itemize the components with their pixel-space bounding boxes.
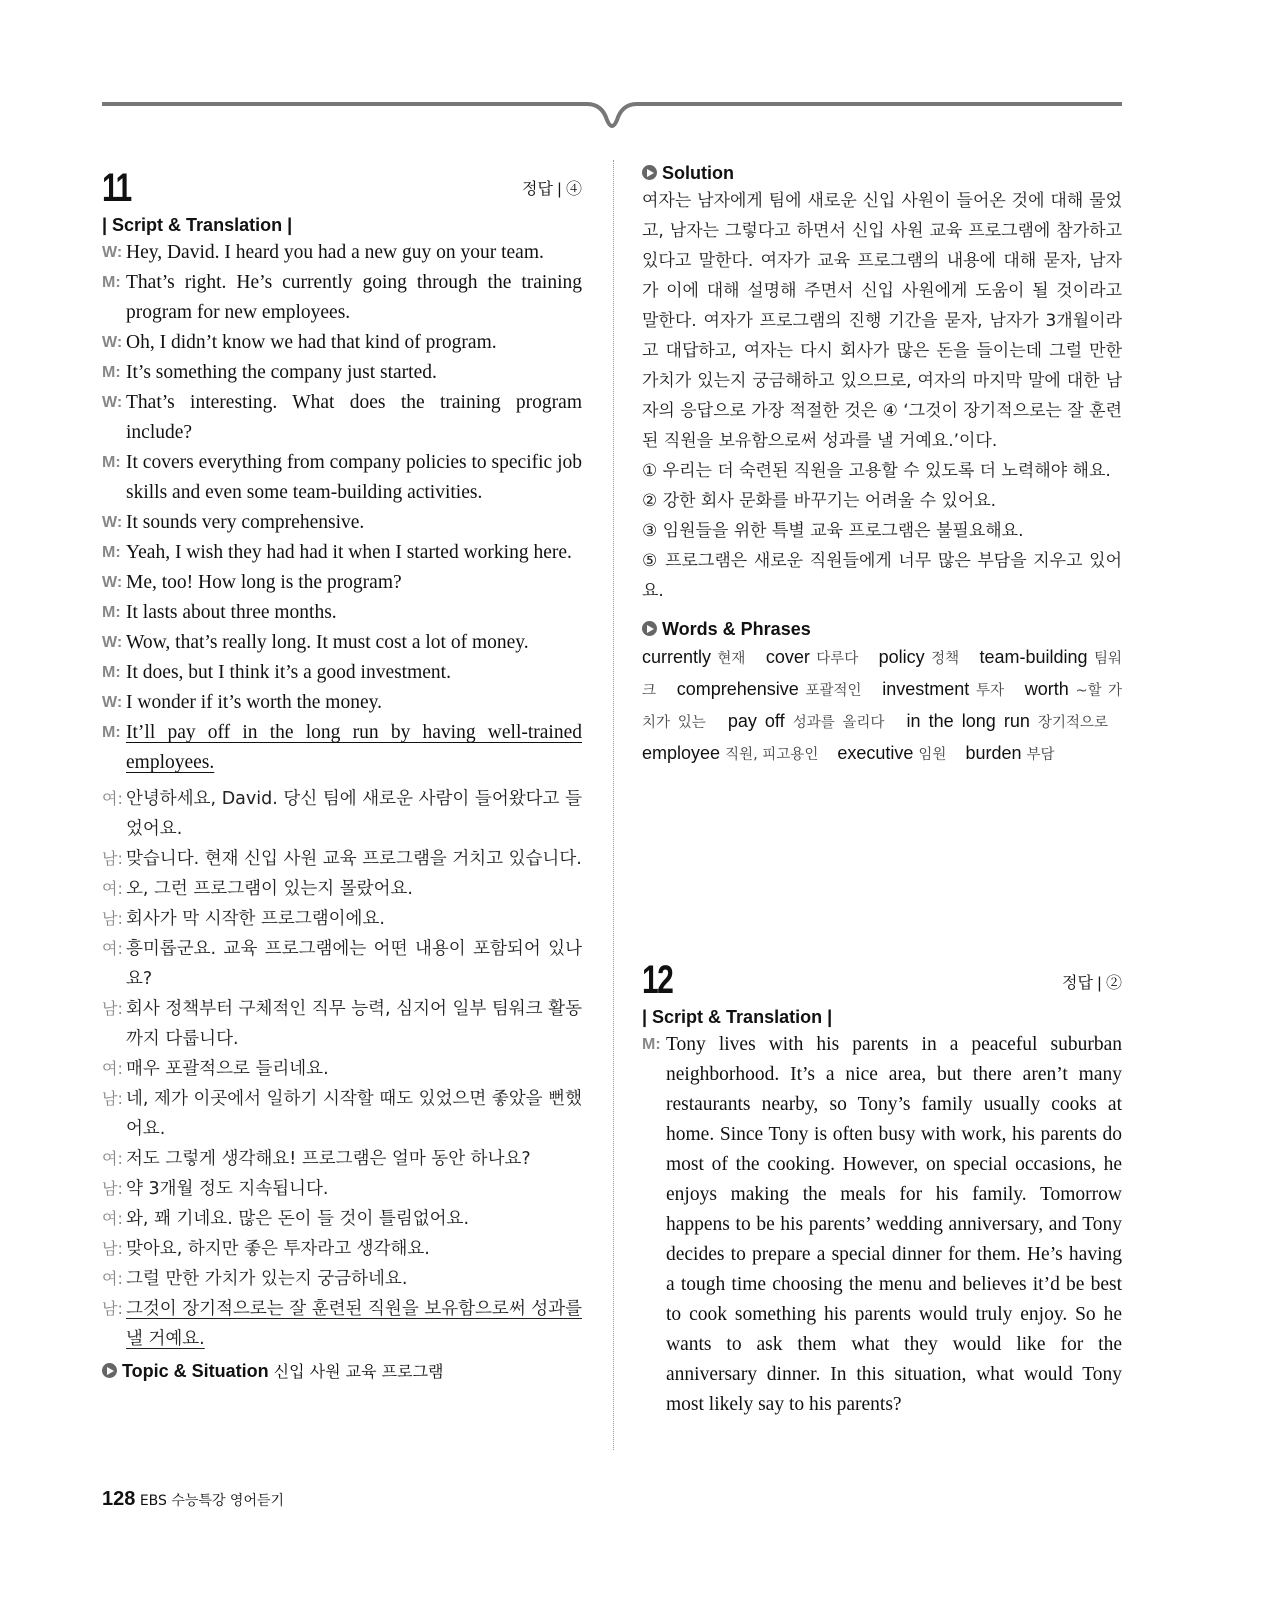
solution-column — [642, 160, 1122, 770]
line-text: That’s interesting. What does the training program include? — [126, 392, 582, 443]
speaker-label: W: — [102, 334, 123, 351]
speaker-label: 남: — [102, 1089, 123, 1108]
word-list — [642, 642, 1122, 770]
speaker-label: M: — [102, 664, 121, 681]
speaker-label: M: — [102, 604, 121, 621]
speaker-label: M: — [102, 274, 121, 291]
script-title: | Script & Translation | — [642, 1007, 833, 1027]
speaker-label: 남: — [102, 909, 123, 928]
word-term: team-building — [979, 647, 1088, 667]
dialogue-line — [102, 874, 582, 904]
line-text: It lasts about three months. — [126, 602, 337, 623]
speaker-label: M: — [102, 724, 121, 741]
dialogue-line — [102, 1144, 582, 1174]
line-text: 맞습니다. 현재 신입 사원 교육 프로그램을 거치고 있습니다. — [126, 849, 582, 869]
word-meaning: 정책 — [931, 651, 960, 667]
line-text: That’s right. He’s currently going through the training program for new employees. — [126, 272, 582, 323]
line-text: 흥미롭군요. 교육 프로그램에는 어떤 내용이 포함되어 있나요? — [126, 939, 582, 989]
line-text: 약 3개월 정도 지속됩니다. — [126, 1179, 329, 1199]
dialogue-line — [102, 934, 582, 994]
words-title: Words & Phrases — [642, 616, 1122, 642]
word-meaning: 성과를 올리다 — [792, 715, 885, 731]
solution-title: Solution — [642, 160, 1122, 186]
speaker-label: W: — [102, 514, 123, 531]
dialogue-line — [102, 628, 582, 658]
word-term: in the long run — [906, 711, 1030, 731]
dialogue-line — [102, 238, 582, 268]
line-text: Wow, that’s really long. It must cost a lot of money. — [126, 632, 529, 653]
speaker-label: 남: — [102, 1179, 123, 1198]
line-text: 그것이 장기적으로는 잘 훈련된 직원을 보유함으로써 성과를 낼 거예요. — [126, 1299, 582, 1349]
dialogue-line — [102, 1234, 582, 1264]
speaker-label: M: — [102, 364, 121, 381]
page-footer — [102, 1488, 284, 1511]
word-term: executive — [837, 743, 914, 763]
dialogue-line — [102, 1264, 582, 1294]
dialogue-line — [102, 388, 582, 448]
line-text: 그럴 만한 가치가 있는지 궁금하네요. — [126, 1269, 408, 1289]
line-text: It does, but I think it’s a good investment. — [126, 662, 451, 683]
line-text: Me, too! How long is the program? — [126, 572, 402, 593]
word-term: policy — [878, 647, 925, 667]
line-text: 맞아요, 하지만 좋은 투자라고 생각해요. — [126, 1239, 430, 1259]
word-meaning: 임원 — [918, 747, 947, 763]
word-meaning: 포괄적인 — [805, 683, 862, 699]
word-meaning: ~할 가치가 있는 — [642, 683, 1122, 731]
word-term: burden — [965, 743, 1022, 763]
word-meaning: 현재 — [717, 651, 746, 667]
question-11 — [102, 166, 582, 1385]
speaker-label: 여: — [102, 939, 123, 958]
speaker-label: 남: — [102, 1239, 123, 1258]
monologue: M: Tony lives with his parents in a peaceful suburban neighborhood. It’s a nice area, but there aren’t many restaurants nearby, so Tony’s family usually cooks at home. Since Tony is often busy with work, his parents do most of the cooking. However, on special occasions, he enjoys making the meals for his family. Tomorrow happens to be his parents’ wedding anniversary, and Tony decides to prepare a special dinner for them. He’s having a tough time choosing the menu and believes it’d be best to cook something his parents would truly enjoy. So he wants to ask them what they would like for the anniversary dinner. In this situation, what would Tony most likely say to his parents? — [642, 1034, 1122, 1415]
answer-label: 정답 | ④ — [522, 181, 582, 198]
word-term: comprehensive — [676, 679, 799, 699]
solution-text: 여자는 남자에게 팀에 새로운 신입 사원이 들어온 것에 대해 물었고, 남자는 그렇다고 하면서 신입 사원 교육 프로그램에 참가하고 있다고 말한다. 여자가 교육 프로그램의 내용에 대해 묻자, 남자가 이에 대해 설명해 주면서 신입 사원에게 도움이 될 것이라고 말한다. 여자가 프로그램의 진행 기간을 묻자, 남자가 3개월이라고 대답하고, 여자는 다시 회사가 많은 돈을 들이는데 그럴 만한 가치가 있는지 궁금해하고 있으므로, 여자의 마지막 말에 대한 남자의 응답으로 가장 적절한 것은 ④ ‘그것이 장기적으로는 잘 훈련된 직원을 보유함으로써 성과를 낼 거예요.’이다. — [642, 191, 1122, 451]
word-term: employee — [642, 743, 721, 763]
speaker-label: W: — [102, 574, 123, 591]
word-term: investment — [882, 679, 970, 699]
question-number: 12 — [642, 958, 673, 1002]
dialogue-line — [102, 598, 582, 628]
word-meaning: 팀워크 — [642, 651, 1122, 699]
dialogue-line — [102, 784, 582, 844]
speaker-label: 여: — [102, 879, 123, 898]
dialogue-line — [102, 844, 582, 874]
dialogue-line — [102, 1294, 582, 1354]
play-bullet-icon — [102, 1363, 117, 1378]
topic-text: 신입 사원 교육 프로그램 — [273, 1362, 444, 1381]
question-number: 11 — [102, 166, 131, 210]
line-text: 네, 제가 이곳에서 일하기 시작할 때도 있었으면 좋았을 뻔했어요. — [126, 1089, 582, 1139]
speaker-label: W: — [102, 694, 123, 711]
word-term: pay off — [727, 711, 785, 731]
speaker-label: M: — [102, 454, 121, 471]
line-text: 저도 그렇게 생각해요! 프로그램은 얼마 동안 하나요? — [126, 1149, 531, 1169]
dialogue-line — [102, 358, 582, 388]
word-meaning: 직원, 피고용인 — [725, 747, 819, 763]
line-text: It covers everything from company policies to specific job skills and even some team-building activities. — [126, 452, 582, 503]
answer-option: ① 우리는 더 숙련된 직원을 고용할 수 있도록 더 노력해야 해요. — [642, 461, 1111, 481]
speaker-label: 여: — [102, 789, 123, 808]
dialogue-line — [102, 448, 582, 508]
topic-title: Topic & Situation — [122, 1361, 269, 1381]
line-text: Hey, David. I heard you had a new guy on your team. — [126, 242, 544, 263]
line-text: 회사 정책부터 구체적인 직무 능력, 심지어 일부 팀워크 활동까지 다룹니다. — [126, 999, 582, 1049]
speaker-label: 남: — [102, 1299, 123, 1318]
dialogue-line — [102, 688, 582, 718]
dialogue-line — [102, 718, 582, 778]
speaker-label: 여: — [102, 1269, 123, 1288]
answer-label: 정답 | ② — [1062, 975, 1122, 992]
dialogue-line — [102, 904, 582, 934]
line-text: 회사가 막 시작한 프로그램이에요. — [126, 909, 385, 929]
options — [642, 456, 1122, 606]
dialogue-line — [102, 1204, 582, 1234]
word-term: worth — [1024, 679, 1069, 699]
line-text: 매우 포괄적으로 들리네요. — [126, 1059, 329, 1079]
dialogue-line — [102, 508, 582, 538]
word-meaning: 투자 — [976, 683, 1005, 699]
dialogue-line — [102, 1174, 582, 1204]
line-text: Oh, I didn’t know we had that kind of program. — [126, 332, 497, 353]
speaker-label: W: — [102, 244, 123, 261]
question-12 — [642, 958, 1122, 1420]
topic-section — [102, 1358, 582, 1385]
play-bullet-icon — [642, 165, 657, 180]
line-text: It’ll pay off in the long run by having well-trained employees. — [126, 722, 582, 773]
word-meaning: 부담 — [1026, 747, 1055, 763]
speaker-label: 여: — [102, 1059, 123, 1078]
script-title: | Script & Translation | — [102, 215, 293, 235]
line-text: 오, 그런 프로그램이 있는지 몰랐어요. — [126, 879, 413, 899]
dialogue-line — [102, 1084, 582, 1144]
dialogue-line — [102, 994, 582, 1054]
header-rule — [102, 100, 1122, 140]
answer-option: ② 강한 회사 문화를 바꾸기는 어려울 수 있어요. — [642, 491, 997, 511]
dialogue-line — [102, 328, 582, 358]
dialogue-line — [102, 568, 582, 598]
dialogue — [102, 238, 582, 778]
book-title: EBS 수능특강 영어듣기 — [139, 1493, 285, 1509]
speaker-label: 여: — [102, 1149, 123, 1168]
translation — [102, 784, 582, 1354]
dialogue-line — [102, 268, 582, 328]
line-text: It’s something the company just started. — [126, 362, 437, 383]
dialogue-line — [102, 658, 582, 688]
word-meaning: 다루다 — [816, 651, 859, 667]
answer-option: ⑤ 프로그램은 새로운 직원들에게 너무 많은 부담을 지우고 있어요. — [642, 551, 1122, 601]
answer-option: ③ 임원들을 위한 특별 교육 프로그램은 불필요해요. — [642, 521, 1024, 541]
speaker-label: M: — [102, 544, 121, 561]
column-divider — [613, 160, 614, 1450]
line-text: It sounds very comprehensive. — [126, 512, 365, 533]
line-text: 와, 꽤 기네요. 많은 돈이 들 것이 틀림없어요. — [126, 1209, 470, 1229]
word-meaning: 장기적으로 — [1037, 715, 1108, 731]
word-term: cover — [765, 647, 810, 667]
page-number: 128 — [102, 1488, 136, 1510]
word-term: currently — [642, 647, 712, 667]
play-bullet-icon — [642, 621, 657, 636]
line-text: 안녕하세요, David. 당신 팀에 새로운 사람이 들어왔다고 들었어요. — [126, 789, 582, 839]
speaker-label: W: — [102, 634, 123, 651]
line-text: Yeah, I wish they had had it when I started working here. — [126, 542, 572, 563]
dialogue-line — [102, 1054, 582, 1084]
speaker-label: 남: — [102, 999, 123, 1018]
dialogue-line — [102, 538, 582, 568]
line-text: I wonder if it’s worth the money. — [126, 692, 382, 713]
speaker-label: W: — [102, 394, 123, 411]
speaker-label: 남: — [102, 849, 123, 868]
speaker-label: 여: — [102, 1209, 123, 1228]
